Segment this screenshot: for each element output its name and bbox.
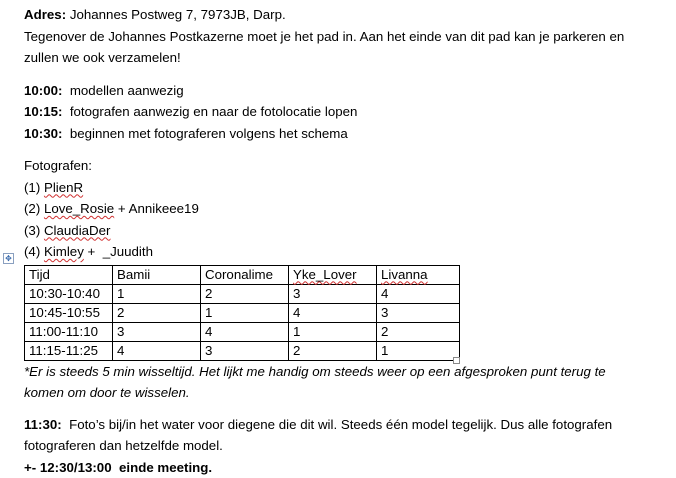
- address-label: Adres:: [24, 7, 66, 22]
- table-header-row: [25, 265, 460, 284]
- table-resize-icon[interactable]: [453, 357, 460, 364]
- table-cell[interactable]: 2: [289, 341, 377, 360]
- table-cell[interactable]: 1: [113, 284, 201, 303]
- schedule-time: 10:00:: [24, 83, 62, 98]
- table-header-cell[interactable]: Bamii: [113, 265, 201, 284]
- schedule-item: [24, 123, 664, 145]
- address-line: [24, 4, 664, 26]
- spacer: [24, 404, 664, 414]
- schedule-item: [24, 101, 664, 123]
- table-header-cell[interactable]: Tijd: [25, 265, 113, 284]
- schedule-text: beginnen met fotograferen volgens het schema: [62, 126, 347, 141]
- table-cell[interactable]: 10:45-10:55: [25, 303, 113, 322]
- table-header-cell[interactable]: Coronalime: [201, 265, 289, 284]
- table-cell[interactable]: 1: [377, 341, 460, 360]
- final-time: 11:30:: [24, 417, 62, 432]
- table-header-cell[interactable]: [377, 265, 460, 284]
- table-cell[interactable]: 3: [201, 341, 289, 360]
- schedule-table: [24, 265, 460, 361]
- table-cell[interactable]: 10:30-10:40: [25, 284, 113, 303]
- spacer: [24, 144, 664, 155]
- header-text: Yke_Lover: [293, 267, 357, 282]
- table-row: [25, 341, 460, 360]
- table-cell[interactable]: 4: [289, 303, 377, 322]
- schedule-text: fotografen aanwezig en naar de fotolocatie lopen: [62, 104, 357, 119]
- end-text: +- 12:30/13:00 einde meeting.: [24, 460, 212, 475]
- photographer-number: (4): [24, 244, 44, 259]
- photographer-number: (1): [24, 180, 44, 195]
- table-cell[interactable]: 11:00-11:10: [25, 322, 113, 341]
- spacer: [24, 69, 664, 80]
- photographer-number: (3): [24, 223, 44, 238]
- directions-text: Tegenover de Johannes Postkazerne moet je het pad in. Aan het einde van dit pad kan je parkeren en zullen we ook verzamelen!: [24, 26, 639, 69]
- photographer-name: Love_Rosie: [44, 201, 114, 216]
- note-text: *Er is steeds 5 min wisseltijd. Het lijkt me handig om steeds weer op een afgesproken punt terug te komen om door te wisselen.: [24, 361, 639, 404]
- photographer-name: ClaudiaDer: [44, 223, 111, 238]
- header-text: Livanna: [381, 267, 428, 282]
- table-cell[interactable]: 3: [377, 303, 460, 322]
- photographer-number: (2): [24, 201, 44, 216]
- final-text: Foto’s bij/in het water voor diegene die dit wil. Steeds één model tegelijk. Dus alle fotografen fotograferen dan hetzelfde model.: [24, 417, 616, 454]
- table-row: [25, 284, 460, 303]
- table-cell[interactable]: 2: [377, 322, 460, 341]
- document-page: [24, 4, 664, 478]
- table-row: [25, 303, 460, 322]
- photographer-extra: + Annikeee19: [114, 201, 199, 216]
- schedule-table-wrapper: [24, 265, 664, 361]
- table-cell[interactable]: 1: [289, 322, 377, 341]
- table-header-cell[interactable]: [289, 265, 377, 284]
- photographer-item: [24, 241, 664, 263]
- photographer-item: [24, 220, 664, 242]
- photographer-item: [24, 198, 664, 220]
- table-cell[interactable]: 4: [377, 284, 460, 303]
- table-cell[interactable]: 3: [113, 322, 201, 341]
- schedule-time: 10:15:: [24, 104, 62, 119]
- photographer-extra: + _Juudith: [84, 244, 153, 259]
- final-item: [24, 414, 654, 457]
- table-cell[interactable]: 11:15-11:25: [25, 341, 113, 360]
- table-cell[interactable]: 4: [113, 341, 201, 360]
- end-line: [24, 457, 664, 478]
- table-cell[interactable]: 3: [289, 284, 377, 303]
- photographer-name: Kimley: [44, 244, 84, 259]
- address-value: Johannes Postweg 7, 7973JB, Darp.: [66, 7, 286, 22]
- table-cell[interactable]: 4: [201, 322, 289, 341]
- table-move-icon[interactable]: ✥: [3, 253, 14, 264]
- schedule-time: 10:30:: [24, 126, 62, 141]
- schedule-item: [24, 80, 664, 102]
- table-cell[interactable]: 2: [201, 284, 289, 303]
- schedule-text: modellen aanwezig: [62, 83, 183, 98]
- table-row: [25, 322, 460, 341]
- table-cell[interactable]: 2: [113, 303, 201, 322]
- table-cell[interactable]: 1: [201, 303, 289, 322]
- photographer-name: PlienR: [44, 180, 83, 195]
- photographers-title: Fotografen:: [24, 155, 664, 177]
- photographer-item: [24, 177, 664, 199]
